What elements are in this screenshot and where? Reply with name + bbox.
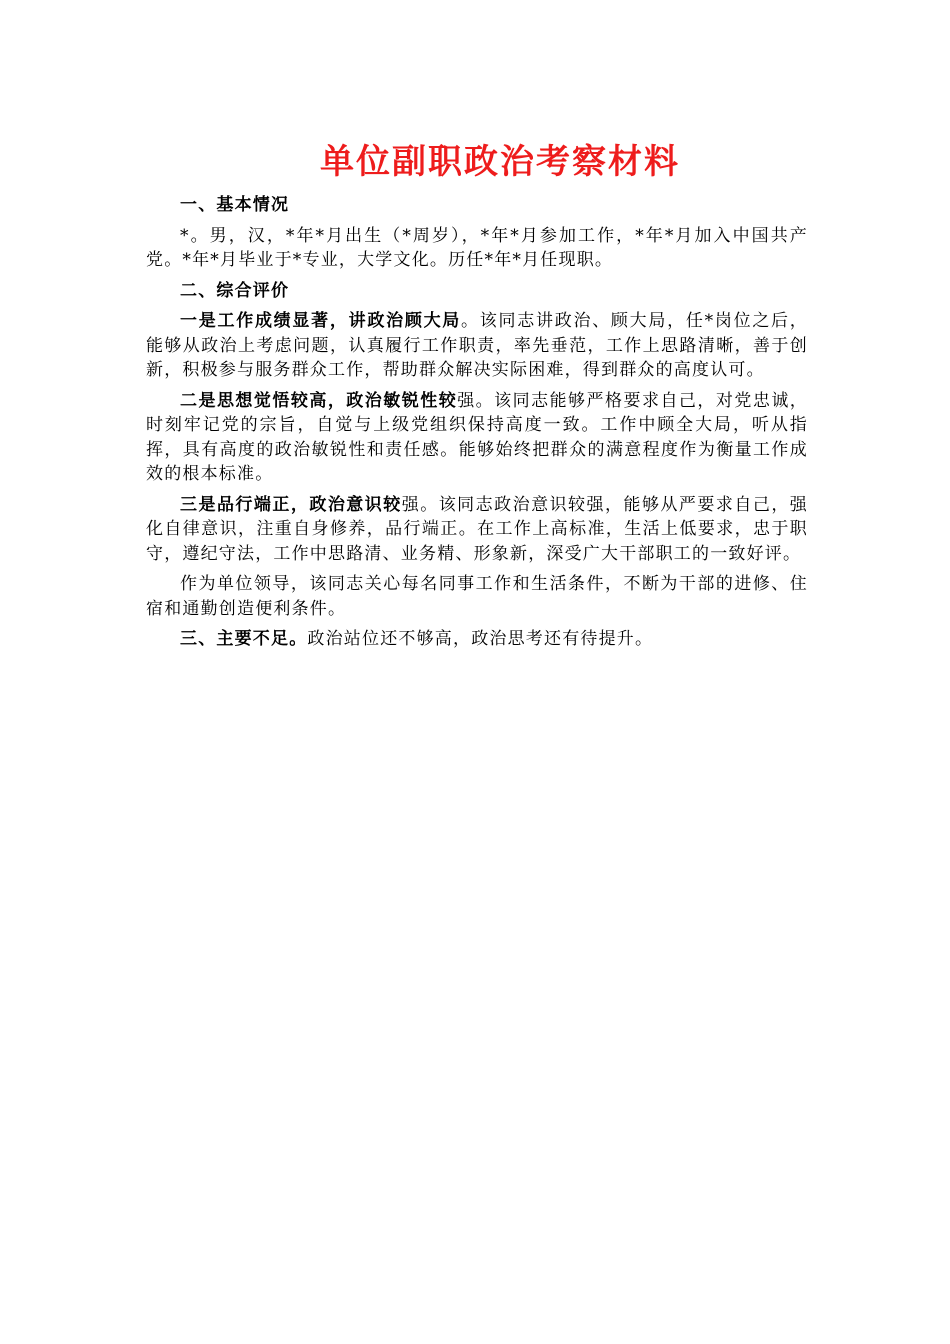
evaluation-text-3: 强。该同志政治意识较强，能够从严要求自己，强化自律意识，注重自身修养，品行端正。在工作上高标准，生活上低要求，忠于职守，遵纪守法，工作中思路清、业务精、形象新，深受广大干部职工的一致好评。 xyxy=(146,494,808,564)
shortcomings-text: 政治站位还不够高，政治思考还有待提升。 xyxy=(307,629,654,649)
evaluation-lead-1: 一是工作成绩显著，讲政治顾大局 xyxy=(180,311,462,331)
evaluation-lead-2: 二是思想觉悟较高，政治敏锐性较 xyxy=(180,390,458,411)
evaluation-text-2: 强。该同志能够严格要求自己，对党忠诚，时刻牢记党的宗旨，自觉与上级党组织保持高度一致。工作中顾全大局，听从指挥，具有高度的政治敏锐性和责任感。能够始终把群众的满意程度作为衡量工作成效的根本标准。 xyxy=(146,390,808,484)
evaluation-text-1: 。该同志讲政治、顾大局，任*岗位之后，能够从政治上考虑问题，认真履行工作职责，率先垂范，工作上思路清晰，善于创新，积极参与服务群众工作，帮助群众解决实际困难，得到群众的高度认可。 xyxy=(146,311,808,380)
evaluation-paragraph-3 xyxy=(146,493,808,567)
evaluation-paragraph-1 xyxy=(146,309,808,383)
leadership-paragraph: 作为单位领导，该同志关心每名同事工作和生活条件，不断为干部的进修、住宿和通勤创造便利条件。 xyxy=(146,574,808,619)
section-heading-evaluation: 二、综合评价 xyxy=(180,280,290,301)
evaluation-paragraph-2 xyxy=(146,389,808,487)
basic-info-paragraph: *。男，汉，*年*月出生（*周岁），*年*月参加工作，*年*月加入中国共产党。*年*月毕业于*专业，大学文化。历任*年*月任现职。 xyxy=(146,225,808,270)
shortcomings-paragraph xyxy=(146,627,808,652)
shortcomings-heading: 三、主要不足。 xyxy=(180,629,308,649)
document-title: 单位副职政治考察材料 xyxy=(320,142,680,182)
evaluation-lead-3: 三是品行端正，政治意识较 xyxy=(180,494,402,515)
document-body xyxy=(146,193,808,658)
section-heading-basic-info: 一、基本情况 xyxy=(180,195,290,215)
